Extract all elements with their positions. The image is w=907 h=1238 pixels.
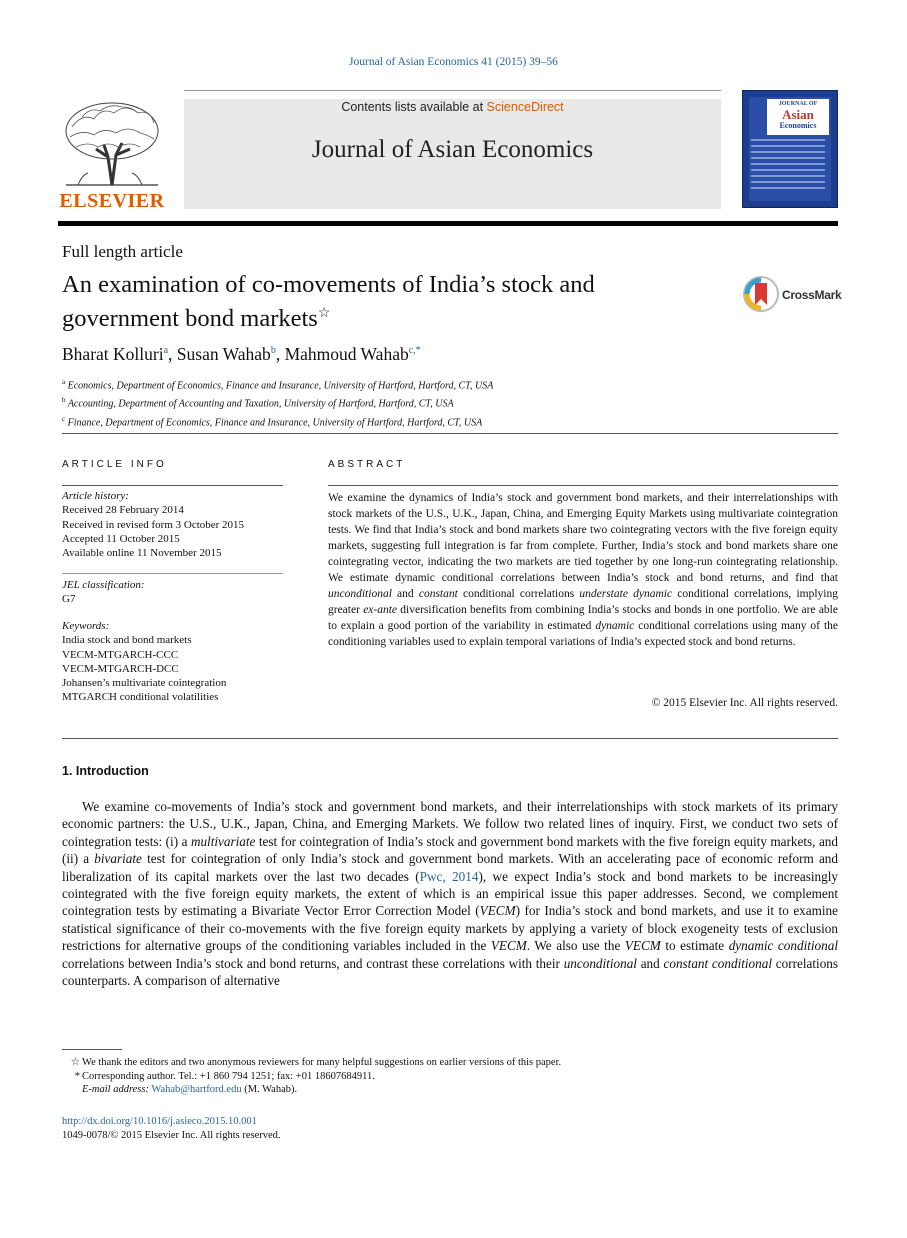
abstract-emph: ex-ante [363,604,398,616]
affil-mark: c [62,414,66,423]
body-run: ) for India’s stock and bond markets, and use it to examine statistical significance of their co-movements with the five foreign equity markets by applying a variety of block exogeneity tests of exclusion restrictions for alternative groups of the conditioning variables included in the [62,903,838,954]
affiliation-b [62,393,493,411]
affil-text: Economics, Department of Economics, Finance and Insurance, University of Hartford, Hartford, CT, USA [67,380,494,392]
affiliation-c [62,412,493,430]
affiliation-a [62,375,493,393]
jel-code: G7 [62,593,76,606]
keyword-item: VECM-MTGARCH-DCC [62,662,179,675]
abstract-run: diversification benefits from combining India’s stocks and bonds in one portfolio. We are able to explain a good portion of the variability in estimated [328,604,838,632]
article-info-heading: ARTICLE INFO [62,459,167,470]
abstract-run: We examine the dynamics of India’s stock and government bond markets, and their interrelationships with stock markets of the U.S., U.K., Japan, China, and Emerging Equity Markets using multivariate cointegration tests. We find that India’s stock and bond markets share two cointegrating vectors with the five foreign equity markets, suggesting full integration is far from complete. Further, India’s stock and bond markets share one cointegrating vector, indicating the two markets are tied together by one long-run cointegrating relationship. We estimate dynamic conditional correlations between India’s stock and bond returns, and find that [328,492,838,584]
doi-link[interactable]: http://dx.doi.org/10.1016/j.asieco.2015.10.001 [62,1116,257,1127]
body-emph: VECM [490,938,527,954]
body-run: to estimate [660,938,729,954]
abstract-copyright: © 2015 Elsevier Inc. All rights reserved. [651,697,838,709]
page-footer [62,1115,281,1143]
history-revised: Received in revised form 3 October 2015 [62,518,245,531]
info-divider [62,573,283,574]
body-run: test for cointegration of only India’s stock and government bond markets. With an accelerating pace of economic reform and liberalization of its capital markets over the last two decades ( [62,851,838,884]
header-thick-rule [58,221,838,226]
email-label: E-mail address: [82,1084,149,1096]
author-separator: , [275,344,285,364]
author-3-affil[interactable]: c,* [408,345,421,356]
section-heading-introduction: 1. Introduction [62,764,149,778]
keywords [62,619,283,705]
footnote-text: We thank the editors and two anonymous reviewers for many helpful suggestions on earlier versions of this paper. [82,1057,562,1068]
abstract-run: conditional correlations, implying greater [328,588,838,616]
keyword-item: India stock and bond markets [62,634,192,647]
publisher-wordmark: ELSEVIER [59,190,165,212]
history-online: Available online 11 November 2015 [62,547,222,560]
article-type: Full length article [62,242,183,261]
author-2-affil[interactable]: b [270,345,276,356]
author-1-affil[interactable]: a [163,345,169,356]
body-run: correlations between India’s stock and bond returns, and contrast these correlations with their [62,955,564,971]
body-emph: unconditional [563,955,637,971]
abstract-emph: constant [418,588,458,600]
journal-cover-thumbnail[interactable] [742,90,838,208]
cover-masthead [767,99,829,135]
jel-label: JEL classification: [62,579,145,591]
journal-title[interactable]: Journal of Asian Economics [311,136,594,163]
email-link[interactable]: Wahab@hartford.edu [151,1084,242,1096]
footnote-mark: * [74,1070,80,1082]
crossmark-label[interactable]: CrossMark [782,288,842,302]
body-emph: VECM [624,938,661,954]
article-info-rule [62,485,283,486]
body-emph: VECM [479,903,516,919]
cover-line2: Asian [782,107,814,122]
header-top-rule [184,90,721,91]
abstract-heading: ABSTRACT [328,459,406,470]
author-3[interactable]: Mahmoud Wahab [284,344,409,364]
abstract-run: and [391,588,419,600]
journal-reference[interactable]: Journal of Asian Economics 41 (2015) 39–56 [349,56,558,68]
body-run: We examine co-movements of India’s stock and government bond markets, and their interrelationships with stock markets of its primary economic partners: the U.S., U.K., Japan, China, and Emerging Markets. We follow two related lines of inquiry. First, we conduct two sets of cointegration tests: (i) a [62,799,838,849]
footnotes [62,1056,838,1097]
body-emph: constant conditional [663,955,773,971]
body-run: ), we expect India’s stock and bond markets to be increasingly cointegrated with the five foreign equity markets, the extent of which is an empirical issue this paper addresses. Second, we complement cointegration tests by estimating a Bivariate Vector Error Correction Model ( [62,868,838,919]
cover-contents-lines [751,139,825,193]
cover-line3: Economics [779,121,817,130]
footnote-corresponding [62,1070,838,1084]
article-title-text: An examination of co-movements of India’s stock and government bond markets [62,271,595,333]
citation-link[interactable]: Pwc, 2014 [419,868,479,884]
body-run: and [636,955,664,971]
footnote-mark: ☆ [70,1057,80,1068]
footnote-text: Corresponding author. Tel.: +1 860 794 1251; fax: +01 18607684911. [82,1070,375,1082]
body-emph: multivariate [190,833,256,849]
body-run: test for cointegration of India’s stock and government bond markets with the five foreign equity markets, and (ii) a [62,833,838,867]
affil-mark: b [62,396,66,405]
title-footnote-mark[interactable]: ☆ [317,306,331,321]
contents-line [184,100,721,114]
abstract-emph: dynamic [595,620,635,632]
abstract-rule [328,485,838,486]
body-run: correlations counterparts. A comparison of alternative [62,955,839,989]
author-2[interactable]: Susan Wahab [176,344,271,364]
body-emph: dynamic conditional [728,938,838,954]
body-emph: bivariate [94,851,142,867]
abstract-run: conditional correlations using many of the conditioning variables used to explain temporal variations of India’s expected stock and bond returns. [328,620,838,648]
introduction-paragraph [62,798,838,989]
author-list [62,344,421,365]
section-divider [62,738,838,739]
history-label: Article history: [62,490,129,502]
abstract-run: conditional correlations [457,588,580,600]
footnote-rule [62,1049,122,1050]
issn-copyright: 1049-0078/© 2015 Elsevier Inc. All rights reserved. [62,1130,281,1141]
keywords-label: Keywords: [62,620,110,632]
section-divider [62,433,838,434]
author-1[interactable]: Bharat Kolluri [62,344,164,364]
author-separator: , [168,344,177,364]
cover-line1: JOURNAL OF [778,101,818,107]
contents-prefix: Contents lists available at [341,100,487,114]
abstract-emph: unconditional [328,588,392,600]
footnote-email [62,1083,838,1097]
abstract-text [328,490,838,650]
jel-classification [62,578,283,607]
history-received: Received 28 February 2014 [62,504,184,517]
article-title [62,270,682,333]
body-run: . We also use the [526,938,625,954]
affil-text: Finance, Department of Economics, Finance and Insurance, University of Hartford, Hartford, CT, USA [67,416,483,428]
keyword-item: Johansen’s multivariate cointegration [62,677,227,690]
keyword-item: MTGARCH conditional volatilities [62,691,219,704]
affil-mark: a [62,378,66,386]
affil-text: Accounting, Department of Accounting and Taxation, University of Hartford, Hartford, CT, USA [67,398,454,410]
abstract-emph: understate dynamic [579,588,673,600]
email-suffix: (M. Wahab). [241,1084,298,1096]
sciencedirect-link[interactable]: ScienceDirect [486,100,564,114]
keyword-item: VECM-MTGARCH-CCC [62,648,179,661]
history-accepted: Accepted 11 October 2015 [62,532,180,545]
footnote-acknowledgement [62,1056,838,1070]
affiliations [62,375,493,430]
article-history [62,489,283,560]
